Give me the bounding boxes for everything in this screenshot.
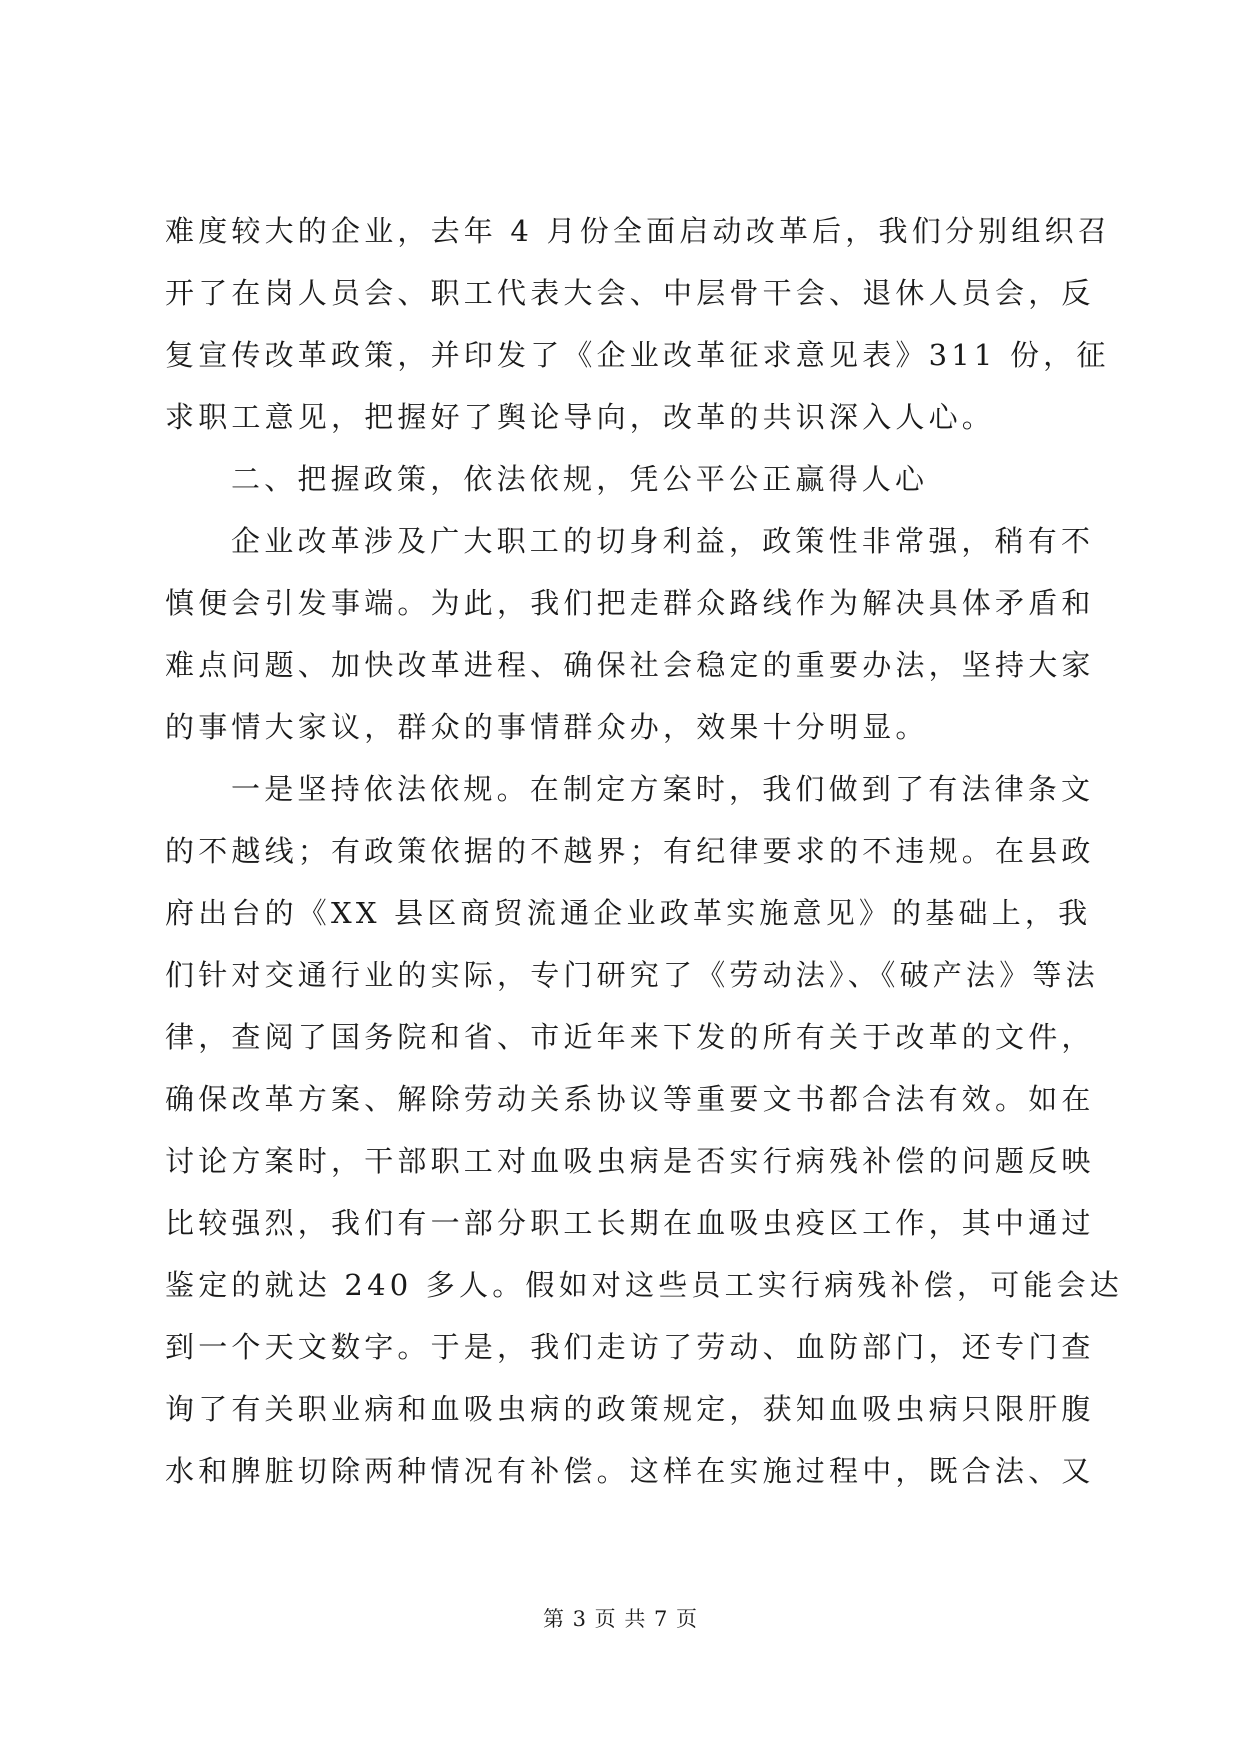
text-line: 难点问题、加快改革进程、确保社会稳定的重要办法，坚持大家 [165, 648, 1095, 682]
text-line: 慎便会引发事端。为此，我们把走群众路线作为解决具体矛盾和 [165, 586, 1095, 620]
text-line: 的事情大家议，群众的事情群众办，效果十分明显。 [165, 710, 929, 744]
body-text [165, 200, 1123, 1502]
text-line: 询了有关职业病和血吸虫病的政策规定，获知血吸虫病只限肝腹 [165, 1392, 1095, 1426]
text-line: 复宣传改革政策，并印发了《企业改革征求意见表》311 份，征 [165, 338, 1110, 372]
text-line: 一是坚持依法依规。在制定方案时，我们做到了有法律条文 [231, 772, 1095, 806]
text-line: 企业改革涉及广大职工的切身利益，政策性非常强，稍有不 [231, 524, 1095, 558]
text-line: 讨论方案时，干部职工对血吸虫病是否实行病残补偿的问题反映 [165, 1144, 1095, 1178]
page-number-footer: 第 3 页 共 7 页 [542, 1607, 699, 1631]
text-line: 到一个天文数字。于是，我们走访了劳动、血防部门，还专门查 [165, 1330, 1095, 1364]
text-line: 府出台的《XX 县区商贸流通企业政革实施意见》的基础上，我 [165, 896, 1092, 930]
text-line: 难度较大的企业，去年 4 月份全面启动改革后，我们分别组织召 [165, 214, 1111, 248]
text-line: 律，查阅了国务院和省、市近年来下发的所有关于改革的文件， [165, 1020, 1095, 1054]
text-line: 的不越线；有政策依据的不越界；有纪律要求的不违规。在县政 [165, 834, 1095, 868]
text-line: 求职工意见，把握好了舆论导向，改革的共识深入人心。 [165, 400, 996, 434]
text-line: 确保改革方案、解除劳动关系协议等重要文书都合法有效。如在 [165, 1082, 1095, 1116]
section-heading: 二、把握政策，依法依规，凭公平公正赢得人心 [231, 462, 929, 496]
text-line: 水和脾脏切除两种情况有补偿。这样在实施过程中，既合法、又 [165, 1454, 1095, 1488]
text-line: 鉴定的就达 240 多人。假如对这些员工实行病残补偿，可能会达 [165, 1268, 1123, 1302]
text-line: 比较强烈，我们有一部分职工长期在血吸虫疫区工作，其中通过 [165, 1206, 1095, 1240]
text-line: 开了在岗人员会、职工代表大会、中层骨干会、退休人员会，反 [165, 276, 1095, 310]
text-line: 们针对交通行业的实际，专门研究了《劳动法》、《破产法》等法 [165, 958, 1099, 992]
